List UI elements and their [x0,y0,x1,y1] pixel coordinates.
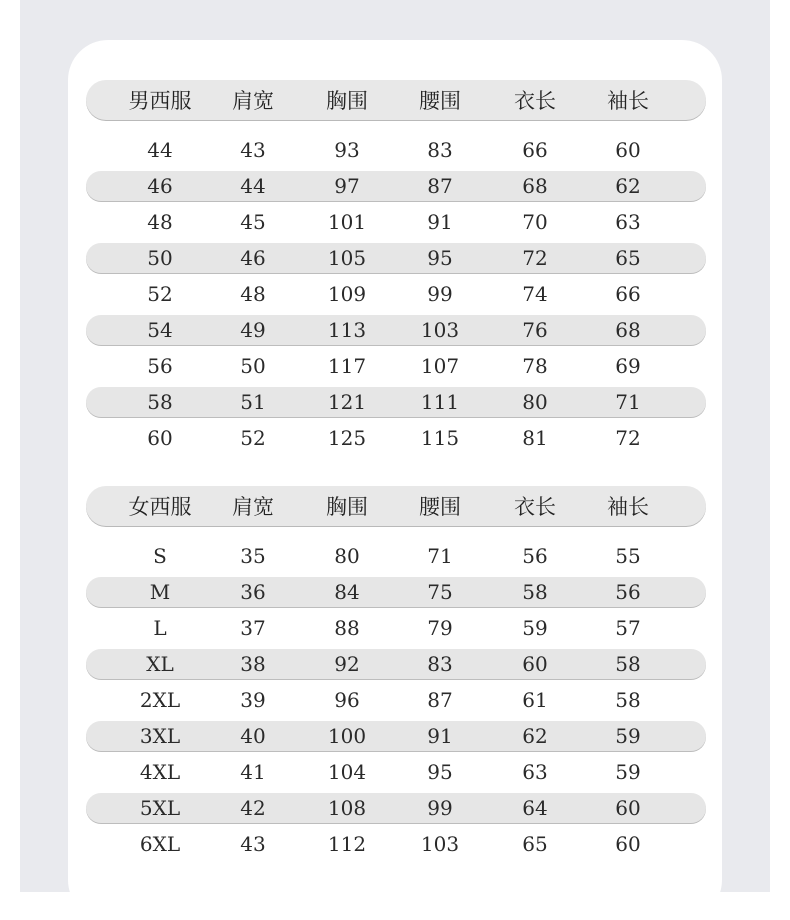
table-row [86,132,706,168]
mens-size-table [86,80,706,456]
table-cell: 36 [240,580,266,605]
table-cell: 48 [240,282,266,307]
table-row [86,243,706,273]
header-cell: 胸围 [326,495,368,519]
table-row [86,276,706,312]
table-cell: 59 [615,724,641,749]
table-cell: 83 [427,138,453,163]
table-cell: 95 [427,760,453,785]
table-cell: 57 [615,616,641,641]
table-cell: 111 [420,390,460,415]
table-cell: 104 [327,760,367,785]
table-cell: 68 [522,174,548,199]
table-cell: 35 [240,544,266,569]
table-cell: M [149,580,171,605]
table-row [86,387,706,417]
table-cell: 72 [522,246,548,271]
table-cell: 60 [615,832,641,857]
table-cell: 71 [427,544,453,569]
table-cell: 72 [615,426,641,451]
table-cell: 38 [240,652,266,677]
table-row [86,348,706,384]
table-cell: 101 [327,210,367,235]
table-row [86,315,706,345]
table-cell: 87 [427,688,453,713]
table-cell: 97 [334,174,360,199]
table-row [86,754,706,790]
table-cell: 88 [334,616,360,641]
table-cell: 58 [615,652,641,677]
table-cell: 40 [240,724,266,749]
table-row [86,610,706,646]
header-cell: 腰围 [419,495,461,519]
table-cell: 79 [427,616,453,641]
table-row [86,538,706,574]
table-cell: 71 [615,390,641,415]
table-cell: 4XL [139,760,181,785]
table-cell: 56 [615,580,641,605]
table-cell: XL [146,652,174,677]
table-cell: 37 [240,616,266,641]
table-cell: 3XL [139,724,181,749]
table-cell: 81 [522,426,548,451]
table-cell: 99 [427,282,453,307]
table-cell: 39 [240,688,266,713]
table-cell: 58 [147,390,173,415]
table-cell: 5XL [139,796,181,821]
table-cell: 66 [615,282,641,307]
table-cell: 60 [522,652,548,677]
table-cell: 59 [615,760,641,785]
table-cell: 48 [147,210,173,235]
table-cell: 42 [240,796,266,821]
table-cell: 41 [240,760,266,785]
table-cell: 83 [427,652,453,677]
table-cell: 96 [334,688,360,713]
table-cell: 60 [147,426,173,451]
womens-size-table [86,486,706,862]
table-cell: 76 [522,318,548,343]
table-cell: 108 [327,796,367,821]
table-cell: 91 [427,210,453,235]
table-cell: 68 [615,318,641,343]
table-cell: 125 [327,426,367,451]
table-cell: 51 [240,390,266,415]
table-cell: 44 [147,138,173,163]
table-row [86,420,706,456]
header-cell: 袖长 [607,495,649,519]
table-cell: 80 [334,544,360,569]
table-row [86,826,706,862]
table-cell: 92 [334,652,360,677]
table-cell: 58 [522,580,548,605]
table-row [86,721,706,751]
table-cell: 87 [427,174,453,199]
table-cell: 113 [327,318,367,343]
table-cell: 74 [522,282,548,307]
table-cell: 103 [420,832,460,857]
table-cell: 61 [522,688,548,713]
table-cell: 50 [147,246,173,271]
table-cell: 59 [522,616,548,641]
table-row [86,793,706,823]
table-cell: 117 [327,354,367,379]
table-row [86,577,706,607]
table-cell: 50 [240,354,266,379]
header-cell: 衣长 [514,89,556,113]
table-cell: 55 [615,544,641,569]
table-cell: 66 [522,138,548,163]
table-cell: 6XL [139,832,181,857]
table-cell: S [153,544,167,569]
table-cell: 60 [615,138,641,163]
table-cell: 46 [240,246,266,271]
table-cell: 43 [240,832,266,857]
header-cell: 女西服 [128,495,192,519]
table-cell: 91 [427,724,453,749]
table-header-row [86,486,706,526]
table-cell: 43 [240,138,266,163]
table-cell: 63 [522,760,548,785]
table-cell: L [153,616,167,641]
table-row [86,171,706,201]
table-row [86,204,706,240]
table-cell: 112 [327,832,367,857]
table-cell: 69 [615,354,641,379]
table-cell: 44 [240,174,266,199]
table-cell: 56 [522,544,548,569]
table-cell: 49 [240,318,266,343]
table-cell: 107 [420,354,460,379]
table-cell: 54 [147,318,173,343]
table-cell: 105 [327,246,367,271]
header-cell: 肩宽 [232,495,274,519]
table-cell: 115 [420,426,460,451]
table-cell: 65 [615,246,641,271]
table-cell: 100 [327,724,367,749]
table-cell: 121 [327,390,367,415]
table-cell: 46 [147,174,173,199]
table-cell: 56 [147,354,173,379]
table-cell: 62 [615,174,641,199]
table-cell: 78 [522,354,548,379]
table-cell: 63 [615,210,641,235]
table-cell: 52 [147,282,173,307]
header-cell: 衣长 [514,495,556,519]
header-cell: 男西服 [128,89,192,113]
table-cell: 95 [427,246,453,271]
table-cell: 93 [334,138,360,163]
table-cell: 52 [240,426,266,451]
table-cell: 99 [427,796,453,821]
table-cell: 109 [327,282,367,307]
table-cell: 80 [522,390,548,415]
table-row [86,682,706,718]
table-cell: 60 [615,796,641,821]
table-cell: 70 [522,210,548,235]
table-row [86,649,706,679]
table-cell: 64 [522,796,548,821]
table-cell: 62 [522,724,548,749]
table-header-row [86,80,706,120]
header-cell: 腰围 [419,89,461,113]
table-cell: 65 [522,832,548,857]
table-cell: 45 [240,210,266,235]
header-cell: 袖长 [607,89,649,113]
header-cell: 肩宽 [232,89,274,113]
table-cell: 75 [427,580,453,605]
table-cell: 84 [334,580,360,605]
table-cell: 2XL [139,688,181,713]
table-cell: 103 [420,318,460,343]
table-cell: 58 [615,688,641,713]
header-cell: 胸围 [326,89,368,113]
